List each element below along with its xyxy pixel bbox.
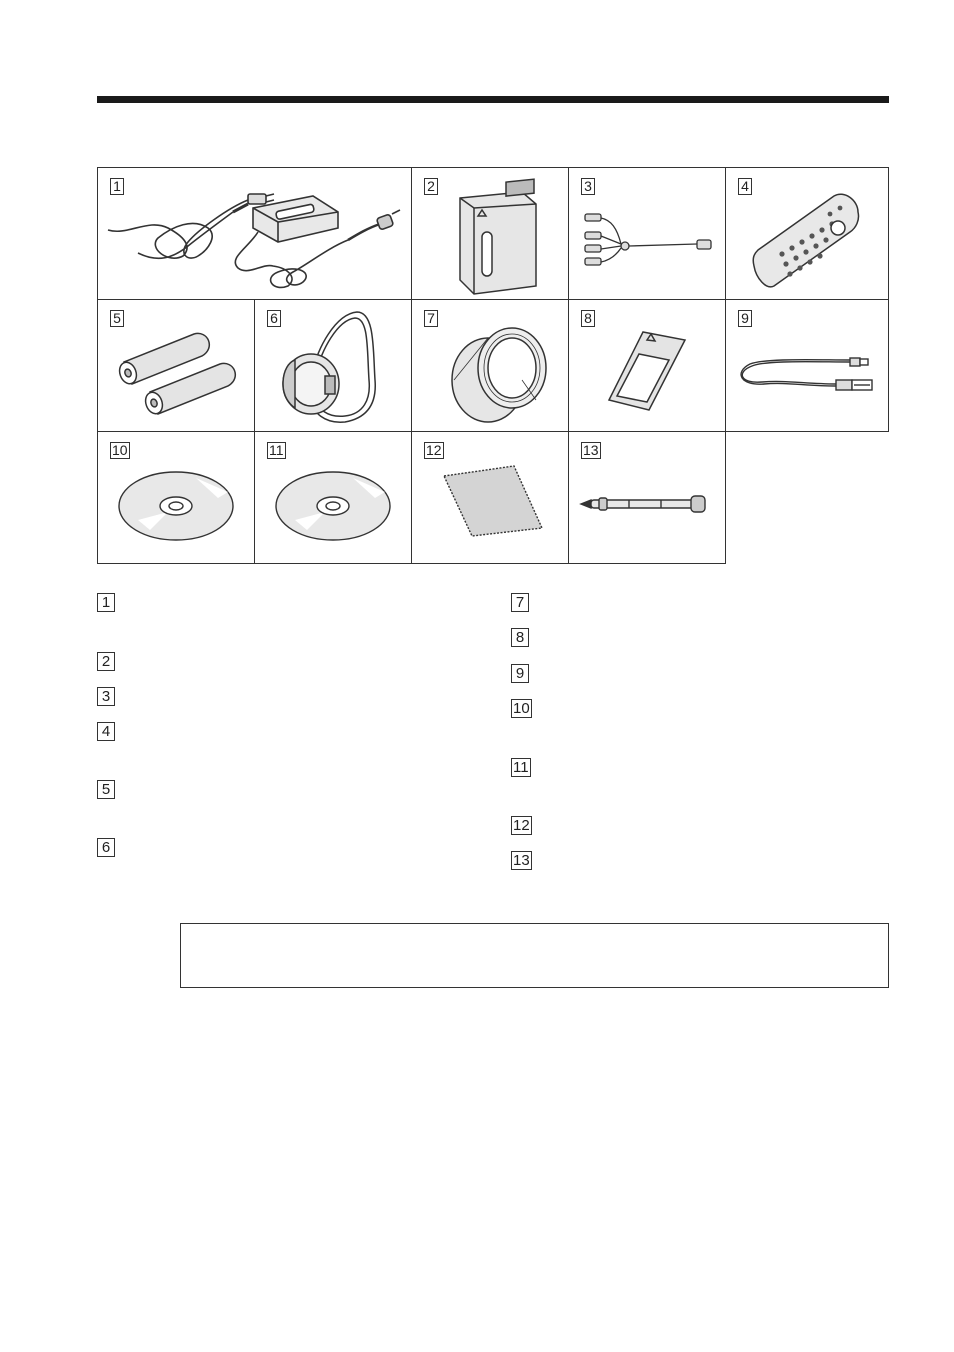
item-number-10: 10 [112, 442, 128, 458]
item-cell-8 [568, 299, 726, 432]
item-cell-9 [725, 299, 889, 432]
note-box [180, 923, 889, 988]
item-number-12: 12 [426, 442, 442, 458]
cleaning-cloth-icon [412, 432, 568, 563]
list-number: 8 [511, 628, 529, 647]
cd-rom-icon [255, 432, 411, 563]
item-cell-7 [411, 299, 569, 432]
item-number-1: 1 [110, 178, 124, 195]
list-number: 2 [97, 652, 115, 671]
item-cell-5 [97, 299, 255, 432]
av-cable-icon [569, 168, 725, 299]
item-cell-6 [254, 299, 412, 432]
aa-batteries-icon [98, 300, 254, 431]
item-cell-13 [568, 431, 726, 564]
list-number: 10 [513, 700, 530, 717]
item-cell-3 [568, 167, 726, 300]
header-rule [97, 96, 889, 103]
list-number: 7 [511, 593, 529, 612]
item-cell-11 [254, 431, 412, 564]
lens-hood-icon [412, 300, 568, 431]
list-number: 11 [513, 759, 529, 776]
item-number-5: 5 [110, 310, 124, 327]
list-number: 5 [97, 780, 115, 799]
item-number-7: 7 [424, 310, 438, 327]
usb-cable-icon [726, 300, 888, 431]
list-number: 1 [97, 593, 115, 612]
item-cell-12 [411, 431, 569, 564]
remote-commander-icon [726, 168, 888, 299]
item-number-11: 11 [269, 442, 284, 458]
lens-cap-icon [255, 300, 411, 431]
list-number: 12 [513, 817, 530, 834]
list-number: 9 [511, 664, 529, 683]
item-number-9: 9 [738, 310, 752, 327]
item-number-13: 13 [583, 442, 599, 458]
item-number-2: 2 [424, 178, 438, 195]
memory-card-icon [569, 300, 725, 431]
item-number-3: 3 [581, 178, 595, 195]
item-cell-4 [725, 167, 889, 300]
item-cell-10 [97, 431, 255, 564]
item-number-8: 8 [581, 310, 595, 327]
item-cell-1 [97, 167, 412, 300]
stylus-pen-icon [569, 432, 725, 563]
list-number: 4 [97, 722, 115, 741]
list-number: 6 [97, 838, 115, 857]
list-number: 3 [97, 687, 115, 706]
battery-pack-icon [412, 168, 568, 299]
list-number: 13 [513, 852, 530, 869]
item-cell-2 [411, 167, 569, 300]
item-number-4: 4 [738, 178, 752, 195]
item-number-6: 6 [267, 310, 281, 327]
ac-adaptor-icon [98, 168, 411, 299]
cd-rom-icon [98, 432, 254, 563]
